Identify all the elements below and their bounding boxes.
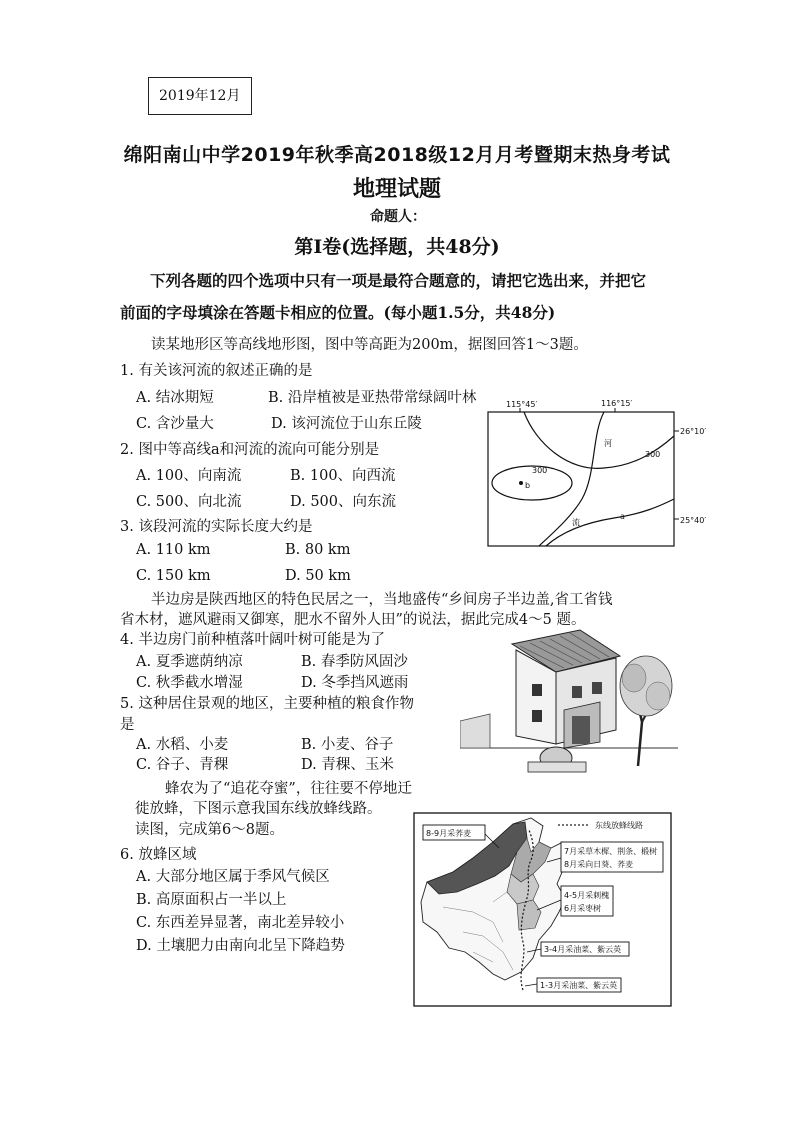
date-box: 2019年12月	[148, 77, 252, 115]
q5-option-c: C. 谷子、青稞	[136, 757, 229, 773]
lon-label-1: 115°45′	[506, 400, 538, 409]
contour-a-label: a	[620, 512, 625, 521]
lat-label-1: 26°10′	[680, 427, 707, 436]
q3-option-c: C. 150 km	[136, 568, 211, 584]
route-box-2b: 8月采向日葵、荞麦	[564, 860, 634, 869]
q2-option-b: B. 100、向西流	[290, 468, 396, 484]
route-box-5: 1-3月采油菜、紫云英	[540, 981, 618, 990]
q5-stem-line2: 是	[120, 717, 135, 733]
q2-option-c: C. 500、向北流	[136, 494, 242, 510]
subject-title: 地理试题	[352, 176, 441, 202]
legend-label: 东线放蜂线路	[595, 821, 643, 830]
river-label-1: 河	[604, 439, 612, 448]
q3-option-b: B. 80 km	[285, 542, 351, 558]
q6-option-b: B. 高原面积占一半以上	[136, 892, 287, 908]
route-box-3b: 6月采枣树	[564, 904, 602, 913]
q1-stem: 1. 有关该河流的叙述正确的是	[120, 363, 313, 379]
q3-option-a: A. 110 km	[136, 542, 211, 558]
river-label-2: 流	[572, 518, 580, 527]
q1-option-c: C. 含沙量大	[136, 416, 214, 432]
contour-300-inner: 300	[532, 466, 548, 475]
q6-option-c: C. 东西差异显著，南北差异较小	[136, 915, 345, 931]
q3-stem: 3. 该段河流的实际长度大约是	[120, 519, 313, 535]
instructions-line1: 下列各题的四个选项中只有一项是最符合题意的，请把它选出来，并把它	[150, 271, 647, 290]
exam-title: 绵阳南山中学2019年秋季高2018级12月月考暨期末热身考试	[123, 144, 671, 166]
q1-option-b: B. 沿岸植被是亚热带常绿阔叶林	[268, 390, 477, 406]
q5-option-b: B. 小麦、谷子	[301, 737, 394, 753]
route-box-2a: 7月采草木樨、荆条、椴树	[564, 847, 658, 856]
q2-option-a: A. 100、向南流	[136, 468, 242, 484]
q4-stem: 4. 半边房门前种植落叶阔叶树可能是为了	[120, 632, 385, 648]
q4-option-a: A. 夏季遮荫纳凉	[136, 654, 243, 670]
group2-intro-line2: 省木材，遮风避雨又御寒，肥水不留外人田”的说法，据此完成4～5 题。	[120, 612, 586, 628]
group3-intro-line3: 读图，完成第6～8题。	[135, 822, 284, 838]
group3-intro-line2: 徙放蜂，下图示意我国东线放蜂线路。	[135, 801, 382, 817]
section-title: 第Ⅰ卷(选择题，共48分)	[294, 236, 500, 258]
q6-stem: 6. 放蜂区域	[120, 847, 197, 863]
lon-label-2: 116°15′	[601, 399, 633, 408]
q5-stem-line1: 5. 这种居住景观的地区，主要种植的粮食作物	[120, 696, 414, 712]
q6-option-a: A. 大部分地区属于季风气候区	[136, 869, 330, 885]
q2-stem: 2. 图中等高线a和河流的流向可能分别是	[120, 442, 380, 458]
half-house-illustration	[460, 626, 678, 781]
q3-option-d: D. 50 km	[285, 568, 351, 584]
contour-300-outer: 300	[645, 450, 661, 459]
q4-option-b: B. 春季防风固沙	[301, 654, 408, 670]
point-b-label: b	[525, 481, 531, 490]
q2-option-d: D. 500、向东流	[290, 494, 397, 510]
q5-option-d: D. 青稞、玉米	[301, 757, 394, 773]
route-box-1: 8-9月采荞麦	[426, 829, 472, 838]
author-label: 命题人：	[370, 209, 426, 225]
q5-option-a: A. 水稻、小麦	[136, 737, 229, 753]
group1-intro: 读某地形区等高线地形图，图中等高距为200m，据图回答1～3题。	[151, 337, 588, 353]
route-box-4: 3-4月采油菜、紫云英	[544, 945, 622, 954]
group2-intro-line1: 半边房是陕西地区的特色民居之一，当地盛传“乡间房子半边盖,省工省钱	[151, 592, 613, 608]
q4-option-c: C. 秋季截水增湿	[136, 675, 243, 691]
q4-option-d: D. 冬季挡风遮雨	[301, 675, 409, 691]
lat-label-2: 25°40′	[680, 516, 707, 525]
route-box-3a: 4-5月采刺槐	[564, 891, 610, 900]
q1-option-d: D. 该河流位于山东丘陵	[271, 416, 422, 432]
bee-route-map	[413, 812, 673, 1008]
q6-option-d: D. 土壤肥力由南向北呈下降趋势	[136, 938, 345, 954]
q1-option-a: A. 结冰期短	[136, 390, 214, 406]
instructions-line2: 前面的字母填涂在答题卡相应的位置。(每小题1.5分，共48分)	[120, 303, 556, 322]
group3-intro-line1: 蜂农为了“追花夺蜜”，往往要不停地迁	[165, 781, 412, 797]
contour-map	[484, 394, 720, 550]
